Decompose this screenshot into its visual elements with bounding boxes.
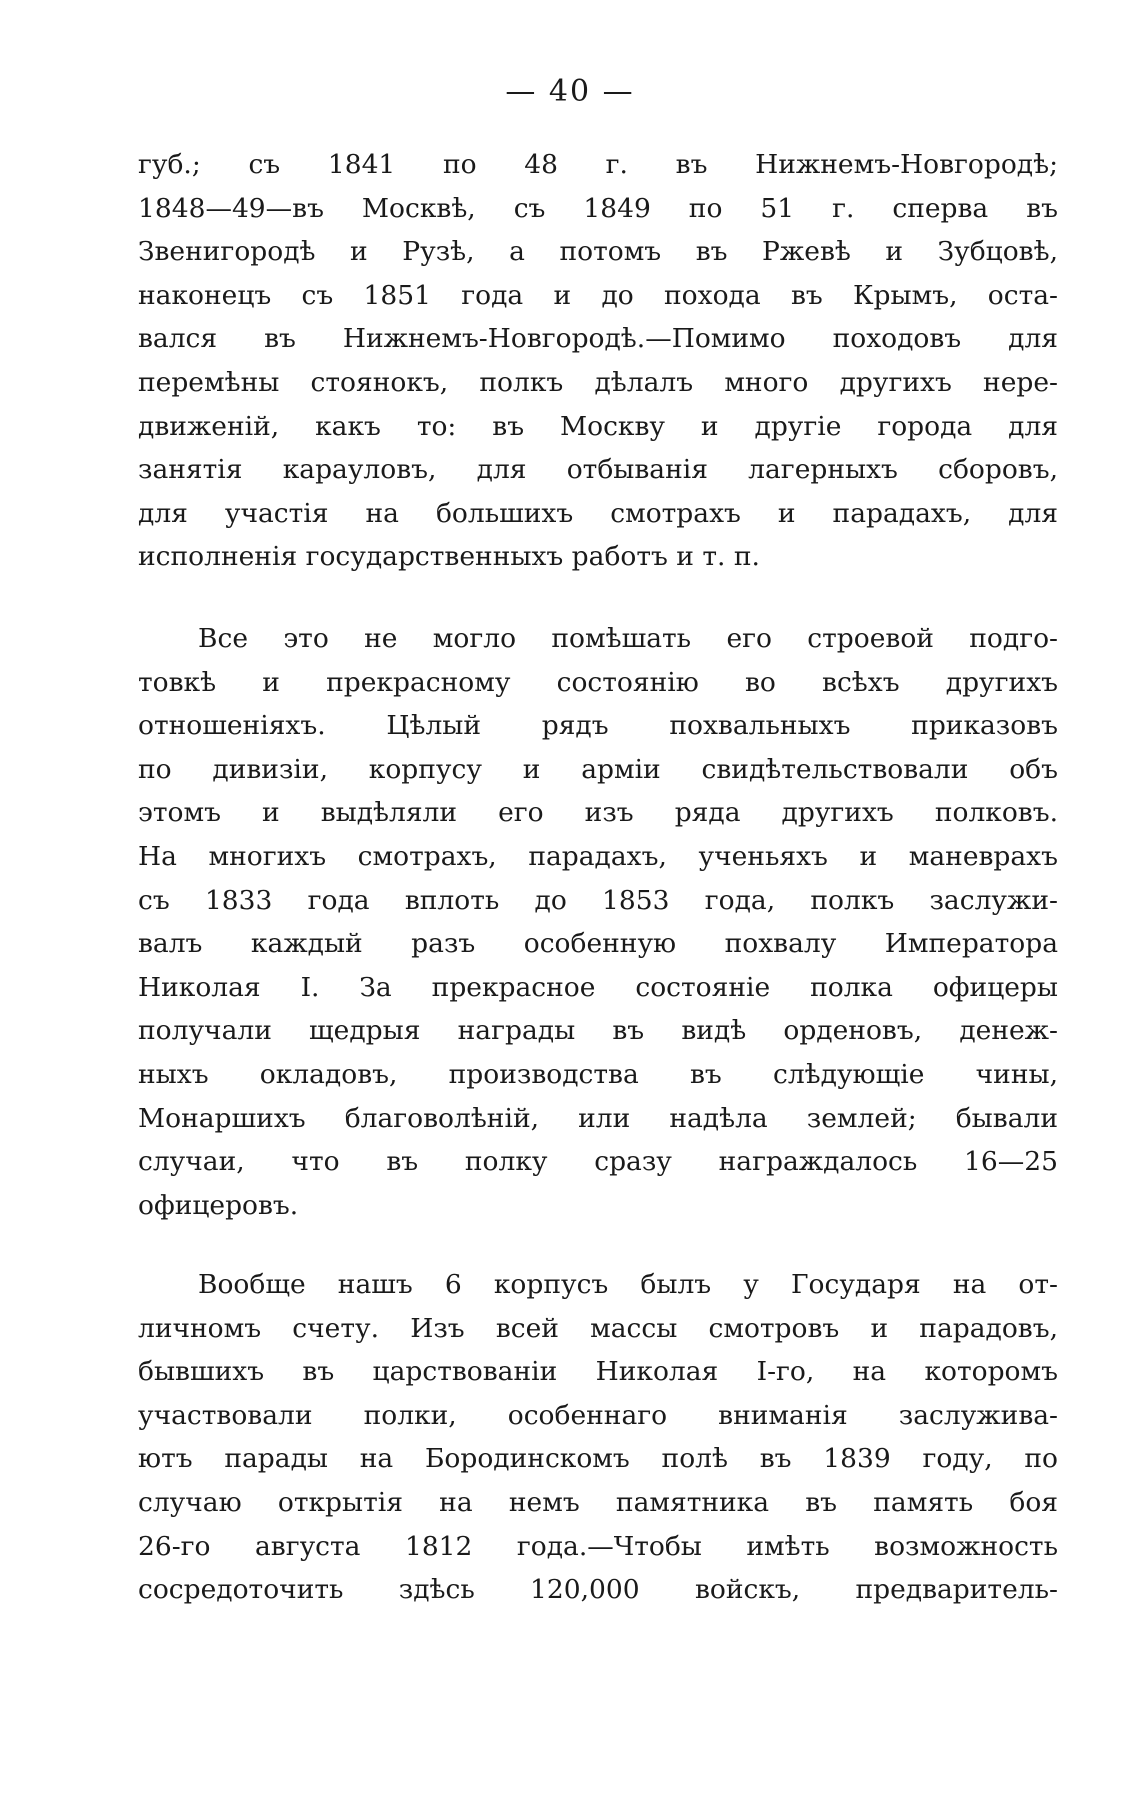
text-line: наконецъ съ 1851 года и до похода въ Крымъ, оста- (138, 279, 1058, 311)
text-line: участвовали полки, особеннаго вниманія заслужива- (138, 1399, 1058, 1431)
text-line: сосредоточить здѣсь 120,000 войскъ, предваритель- (138, 1574, 1058, 1606)
paragraph-2 (138, 617, 1058, 1227)
text-line: этомъ и выдѣляли его изъ ряда другихъ полковъ. (138, 797, 1058, 829)
text-line: товкѣ и прекрасному состоянію во всѣхъ другихъ (138, 666, 1058, 698)
text-line: ныхъ окладовъ, производства въ слѣдующіе чины, (138, 1058, 1058, 1090)
text-line: занятія карауловъ, для отбыванія лагерныхъ сборовъ, (138, 454, 1058, 486)
text-line: Звенигородѣ и Рузѣ, а потомъ въ Ржевѣ и Зубцовѣ, (138, 236, 1058, 268)
text-line: отношеніяхъ. Цѣлый рядъ похвальныхъ приказовъ (138, 710, 1058, 742)
text-line: по дивизіи, корпусу и арміи свидѣтельствовали объ (138, 753, 1058, 785)
text-line: На многихъ смотрахъ, парадахъ, ученьяхъ и маневрахъ (138, 840, 1058, 872)
text-line: съ 1833 года вплоть до 1853 года, полкъ заслужи- (138, 884, 1058, 916)
text-line: 1848—49—въ Москвѣ, съ 1849 по 51 г. сперва въ (138, 192, 1058, 224)
paragraph-3 (138, 1263, 1058, 1612)
text-line: для участія на большихъ смотрахъ и парадахъ, для (138, 497, 1058, 529)
text-line: Вообще нашъ 6 корпусъ былъ у Государя на от- (198, 1269, 1058, 1300)
text-line: губ.; съ 1841 по 48 г. въ Нижнемъ-Новгородѣ; (138, 149, 1058, 180)
page-number: — 40 — (505, 74, 635, 109)
text-line: вался въ Нижнемъ-Новгородѣ.—Помимо походовъ для (138, 323, 1058, 355)
text-line: Николая I. За прекрасное состояніе полка офицеры (138, 971, 1058, 1003)
text-line: офицеровъ. (138, 1189, 299, 1221)
text-line: исполненія государственныхъ работъ и т. п. (138, 541, 760, 573)
text-line: перемѣны стоянокъ, полкъ дѣлалъ много другихъ нере- (138, 366, 1058, 398)
text-line: валъ каждый разъ особенную похвалу Императора (138, 928, 1058, 960)
paragraph-1 (138, 143, 1058, 579)
text-line: случаи, что въ полку сразу награждалось 16—25 (138, 1146, 1058, 1178)
text-line: ютъ парады на Бородинскомъ полѣ въ 1839 году, по (138, 1443, 1058, 1475)
text-line: движеній, какъ то: въ Москву и другіе города для (138, 410, 1058, 442)
text-line: Все это не могло помѣшать его строевой подго- (198, 623, 1058, 654)
text-line: Монаршихъ благоволѣній, или надѣла землей; бывали (138, 1102, 1058, 1134)
text-line: бывшихъ въ царствованіи Николая I-го, на которомъ (138, 1356, 1058, 1388)
text-line: 26-го августа 1812 года.—Чтобы имѣть возможность (138, 1530, 1058, 1562)
text-line: получали щедрыя награды въ видѣ орденовъ, денеж- (138, 1015, 1058, 1047)
text-line: личномъ счету. Изъ всей массы смотровъ и парадовъ, (138, 1312, 1058, 1344)
text-line: случаю открытія на немъ памятника въ память боя (138, 1486, 1058, 1518)
